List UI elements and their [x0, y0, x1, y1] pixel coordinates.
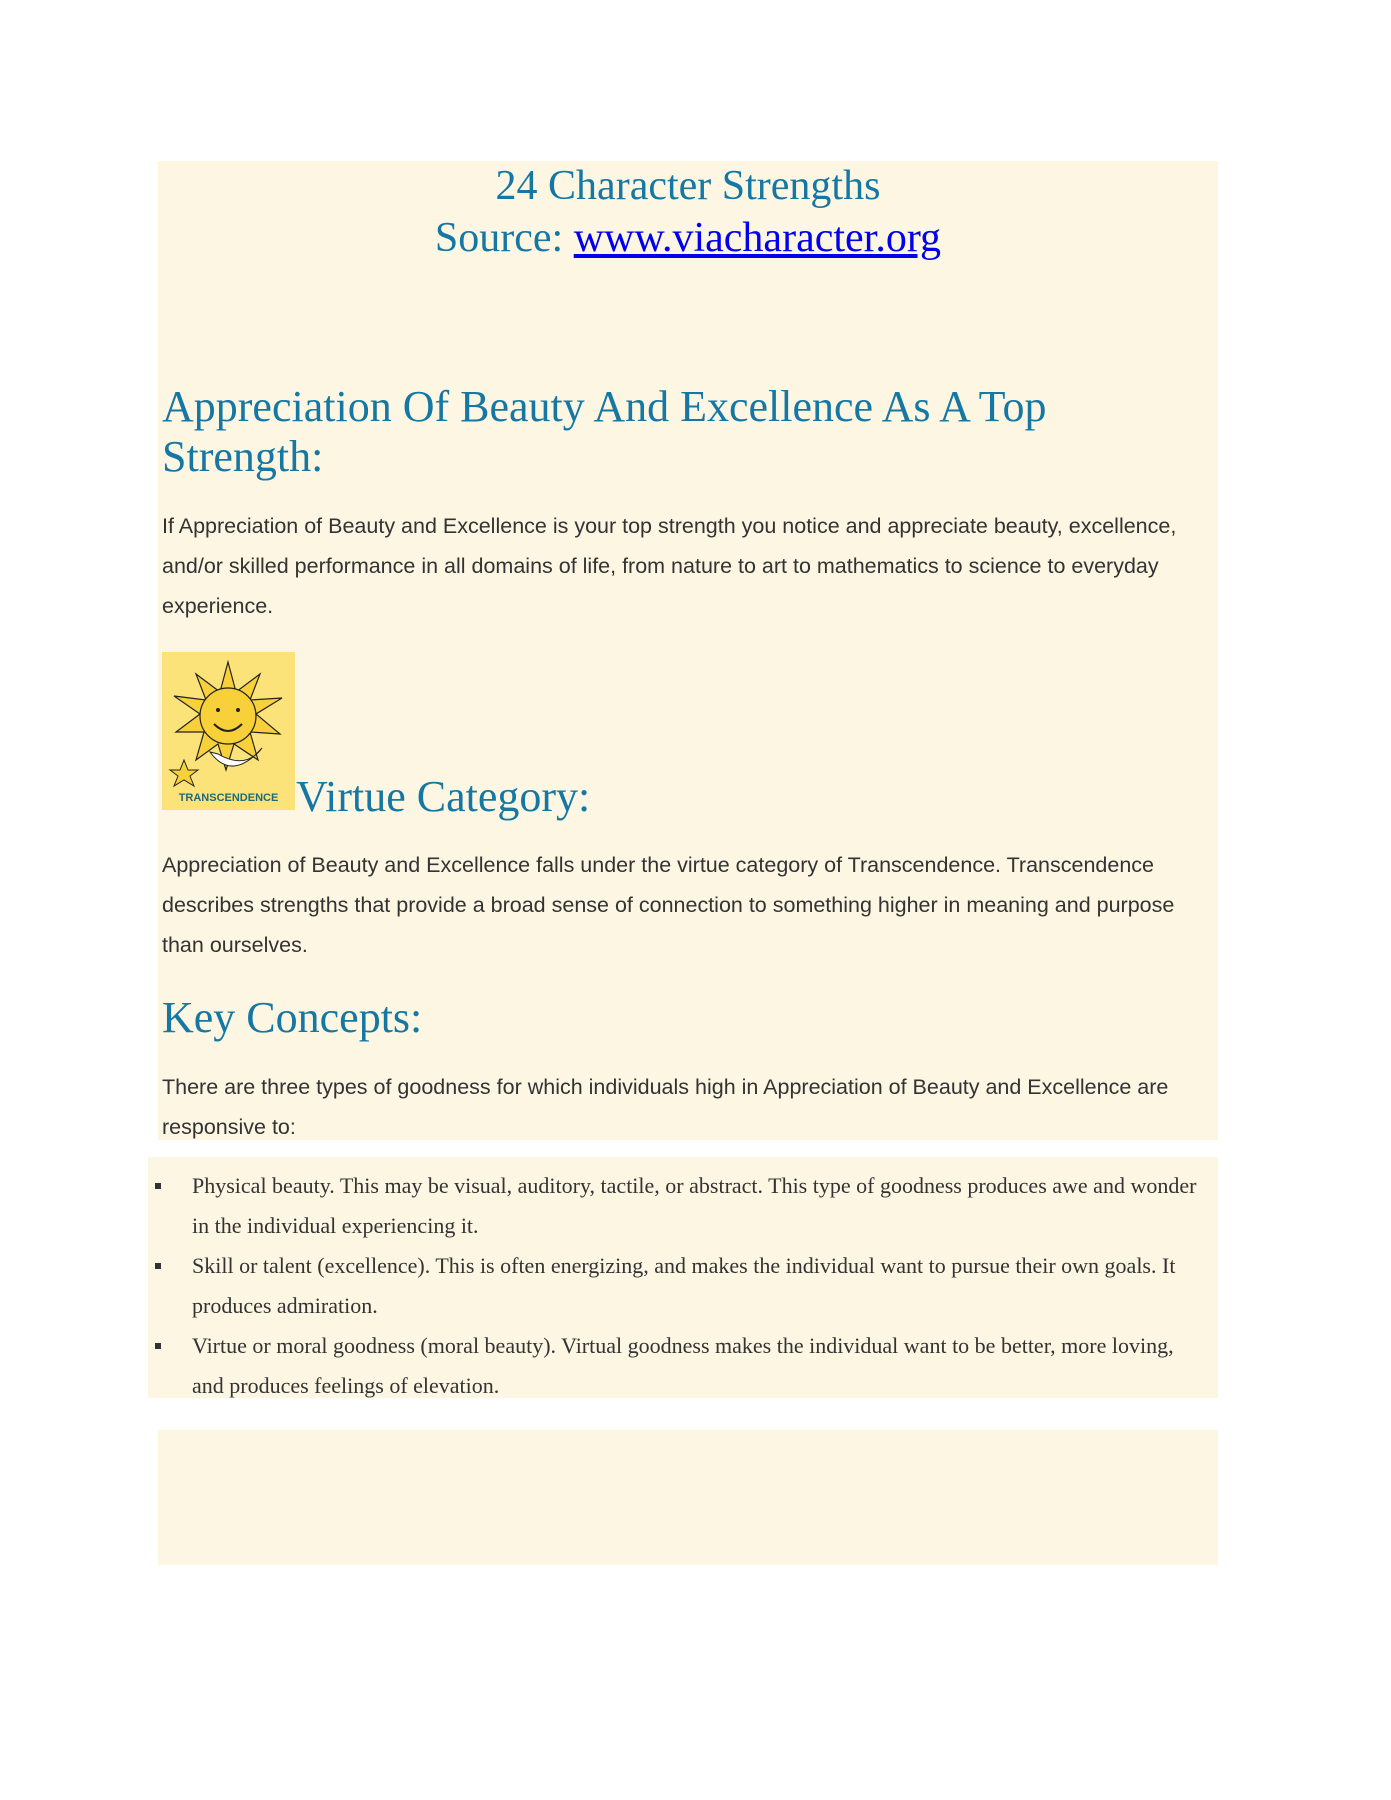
transcendence-logo [162, 652, 295, 810]
sun-moon-icon [162, 652, 295, 792]
list-item: Physical beauty. This may be visual, auditory, tactile, or abstract. This type of goodness produces awe and wonder in the individual experiencing it. [148, 1166, 1208, 1246]
virtue-description: Appreciation of Beauty and Excellence falls under the virtue category of Transcendence. Transcendence describes strengths that provide a broad sense of connection to something higher in meaning and purpose than ourselves. [162, 853, 1175, 957]
logo-label: TRANSCENDENCE [178, 792, 279, 804]
list-item: Virtue or moral goodness (moral beauty). Virtual goodness makes the individual want to be better, more loving, and produces feelings of elevation. [148, 1326, 1208, 1406]
source-label: Source: [434, 215, 574, 261]
concept-list [148, 1166, 1208, 1406]
key-concepts-intro: There are three types of goodness for which individuals high in Appreciation of Beauty and Excellence are responsive to: [162, 1075, 1169, 1139]
virtue-heading: Virtue Category: [296, 772, 591, 821]
source-link[interactable]: www.viacharacter.org [573, 215, 942, 261]
page-title: 24 Character Strengths [495, 163, 881, 209]
key-concepts-heading: Key Concepts: [162, 993, 423, 1042]
strength-description: If Appreciation of Beauty and Excellence is your top strength you notice and appreciate beauty, excellence, and/or skilled performance in all domains of life, from nature to art to mathematics to science to everyday experience. [162, 514, 1177, 618]
list-item: Skill or talent (excellence). This is often energizing, and makes the individual want to pursue their own goals. It produces admiration. [148, 1246, 1208, 1326]
empty-panel [158, 1430, 1218, 1565]
source-line [158, 214, 1218, 262]
strength-heading: Appreciation Of Beauty And Excellence As A Top Strength: [162, 382, 1047, 481]
